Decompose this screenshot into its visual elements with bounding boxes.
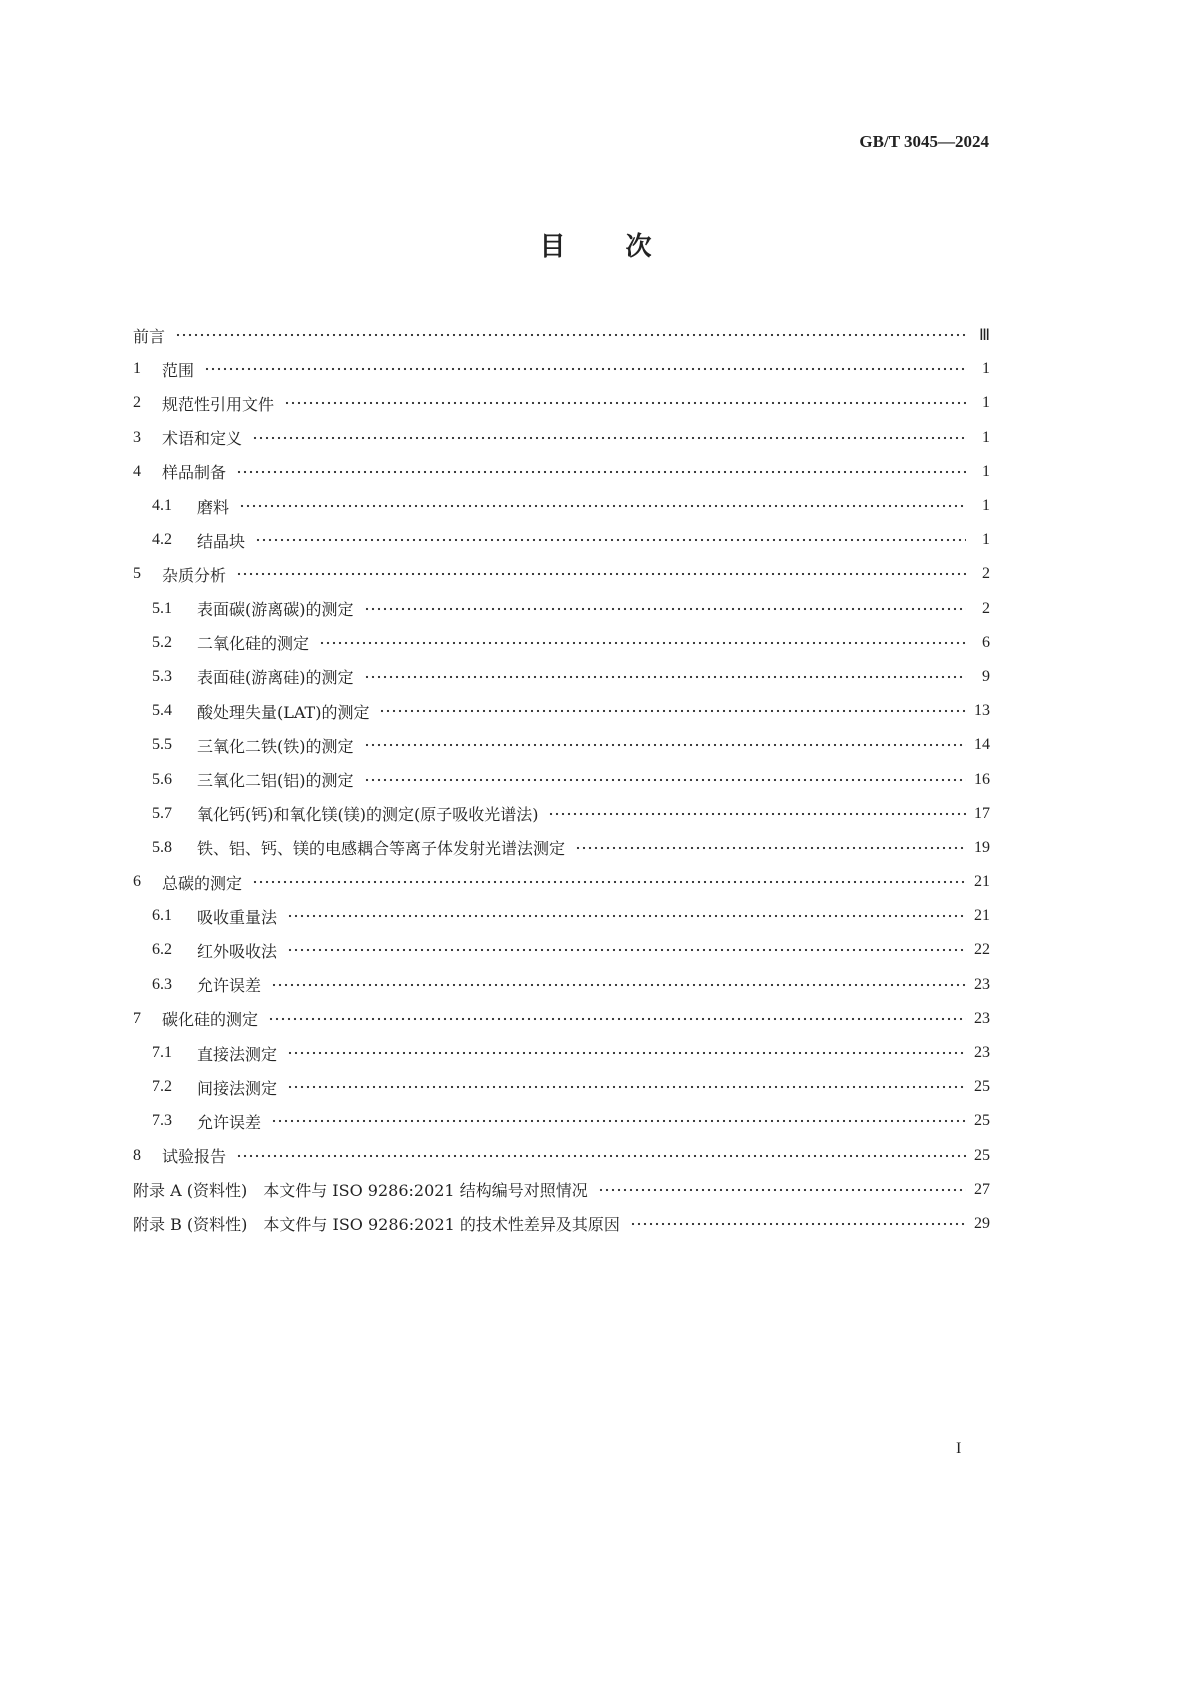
toc-entry-label: 附录 A (资料性) 本文件与 ISO 9286:2021 结构编号对照情况 [133,1181,588,1201]
toc-entry-label: 表面硅(游离硅)的测定 [197,668,354,688]
toc-entry-page: 1 [982,531,990,549]
toc-entry-label: 杂质分析 [162,565,227,585]
toc-entry-page: 19 [974,838,990,856]
toc-entry-label: 氧化钙(钙)和氧化镁(镁)的测定(原子吸收光谱法) [197,805,539,825]
toc-entry-number: 6.1 [152,907,172,925]
toc-entry-number: 7.3 [152,1112,172,1130]
toc-entry[interactable] [133,899,990,933]
dot-leader [630,1222,966,1226]
toc-entry-number: 5.6 [152,770,172,788]
toc-entry-page: 2 [982,599,990,617]
toc-entry-label: 术语和定义 [162,429,243,449]
toc-entry-page: 14 [974,736,990,754]
toc-entry[interactable] [133,865,990,899]
toc-entry[interactable] [133,421,990,455]
dot-leader [548,812,966,816]
toc-entry-page: 1 [982,462,990,480]
toc-entry-page: 25 [974,1146,990,1164]
toc-entry[interactable] [133,386,990,420]
dot-leader [271,1119,966,1123]
toc-entry-page: 21 [974,907,990,925]
toc-entry-label: 范围 [162,360,195,380]
toc-entry-number: 5.4 [152,702,172,720]
toc-entry-number: 7.2 [152,1078,172,1096]
toc-entry-label: 前言 [133,326,166,346]
toc-entry-label: 碳化硅的测定 [162,1010,259,1030]
toc-entry-number: 4 [133,462,141,480]
toc-entry-label: 红外吸收法 [197,941,278,961]
toc-entry-label: 磨料 [197,497,230,517]
dot-leader [175,333,966,337]
toc-entry[interactable] [133,352,990,386]
toc-entry-label: 铁、铝、钙、镁的电感耦合等离子体发射光谱法测定 [197,839,566,859]
toc-entry-number: 4.2 [152,531,172,549]
toc-entry-number: 5.5 [152,736,172,754]
toc-entry-page: 29 [974,1214,990,1232]
toc-entry-page: 2 [982,565,990,583]
dot-leader [236,1154,966,1158]
toc-entry-number: 5.8 [152,838,172,856]
toc-entry-page: 16 [974,770,990,788]
toc-entry-number: 7.1 [152,1044,172,1062]
toc-entry[interactable] [133,797,990,831]
toc-entry-label: 允许误差 [197,976,262,996]
dot-leader [364,743,967,747]
toc-entry-page: 23 [974,975,990,993]
toc-entry-number: 5.7 [152,804,172,822]
toc-entry-page: 17 [974,804,990,822]
toc-entry-label: 附录 B (资料性) 本文件与 ISO 9286:2021 的技术性差异及其原因 [133,1215,620,1235]
dot-leader [287,914,966,918]
toc-entry[interactable] [133,968,990,1002]
toc-entry[interactable] [133,1104,990,1138]
toc-entry-page: 23 [974,1044,990,1062]
toc-entry[interactable] [133,1036,990,1070]
dot-leader [236,470,966,474]
toc-entry[interactable] [133,728,990,762]
toc-entry-number: 5.3 [152,667,172,685]
dot-leader [287,1051,966,1055]
dot-leader [204,367,966,371]
dot-leader [379,709,966,713]
toc-entry[interactable] [133,557,990,591]
toc-entry-number: 7 [133,1009,141,1027]
toc-entry-number: 5.2 [152,633,172,651]
toc-entry[interactable] [133,1173,990,1207]
toc-entry[interactable] [133,1207,990,1241]
toc-entry-label: 吸收重量法 [197,907,278,927]
toc-entry[interactable] [133,1002,990,1036]
toc-entry-page: 1 [982,360,990,378]
toc-entry-label: 样品制备 [162,463,227,483]
toc-entry-label: 三氧化二铁(铁)的测定 [197,736,354,756]
dot-leader [255,538,966,542]
dot-leader [268,1017,966,1021]
toc-entry[interactable] [133,318,990,352]
toc-entry-page: 21 [974,873,990,891]
toc-entry-page: 22 [974,941,990,959]
toc-entry[interactable] [133,455,990,489]
dot-leader [271,983,966,987]
toc-entry-page: 25 [974,1112,990,1130]
toc-entry-number: 3 [133,428,141,446]
toc-entry-page: 1 [982,428,990,446]
dot-leader [252,436,966,440]
toc-entry-page: 1 [982,497,990,515]
toc-entry[interactable] [133,694,990,728]
toc-entry-label: 直接法测定 [197,1044,278,1064]
toc-entry[interactable] [133,831,990,865]
toc-entry-page: 6 [982,633,990,651]
toc-entry[interactable] [133,762,990,796]
toc-entry-label: 二氧化硅的测定 [197,634,310,654]
toc-entry[interactable] [133,523,990,557]
toc-entry-page: 25 [974,1078,990,1096]
toc-entry-label: 总碳的测定 [162,873,243,893]
dot-leader [575,846,966,850]
standard-number: GB/T 3045—2024 [859,132,989,151]
toc-entry[interactable] [133,660,990,694]
toc-entry-label: 结晶块 [197,531,246,551]
page-number: I [956,1440,962,1457]
dot-leader [252,880,966,884]
toc-entry-label: 三氧化二铝(铝)的测定 [197,771,354,791]
toc-entry[interactable] [133,1070,990,1104]
toc-entry-number: 4.1 [152,497,172,515]
toc-entry-label: 酸处理失量(LAT)的测定 [197,702,370,722]
toc-entry-number: 5 [133,565,141,583]
dot-leader [364,778,967,782]
toc-entry[interactable] [133,933,990,967]
dot-leader [284,401,966,405]
dot-leader [239,504,966,508]
toc-entry-number: 6.3 [152,975,172,993]
dot-leader [364,607,967,611]
dot-leader [364,675,967,679]
dot-leader [236,572,966,576]
toc-entry-page: Ⅲ [978,327,990,345]
toc-entry-page: 27 [974,1180,990,1198]
dot-leader [287,1085,966,1089]
toc-entry-label: 允许误差 [197,1112,262,1132]
toc-entry-number: 5.1 [152,599,172,617]
toc-entry-number: 6.2 [152,941,172,959]
toc-entry-label: 试验报告 [162,1147,227,1167]
toc-entry-number: 6 [133,873,141,891]
page-title: 目次 [539,232,712,262]
dot-leader [287,948,966,952]
dot-leader [598,1188,966,1192]
toc-entry-number: 8 [133,1146,141,1164]
toc-entry-label: 间接法测定 [197,1078,278,1098]
toc-entry-page: 9 [982,667,990,685]
toc-entry-page: 1 [982,394,990,412]
toc-entry-label: 表面碳(游离碳)的测定 [197,600,354,620]
toc-entry-number: 1 [133,360,141,378]
toc-entry[interactable] [133,626,990,660]
toc-entry-page: 13 [974,702,990,720]
dot-leader [319,641,966,645]
toc-entry-number: 2 [133,394,141,412]
table-of-contents [133,318,990,1241]
toc-entry-label: 规范性引用文件 [162,394,275,414]
toc-entry[interactable] [133,592,990,626]
toc-entry[interactable] [133,489,990,523]
toc-entry[interactable] [133,1139,990,1173]
toc-entry-page: 23 [974,1009,990,1027]
